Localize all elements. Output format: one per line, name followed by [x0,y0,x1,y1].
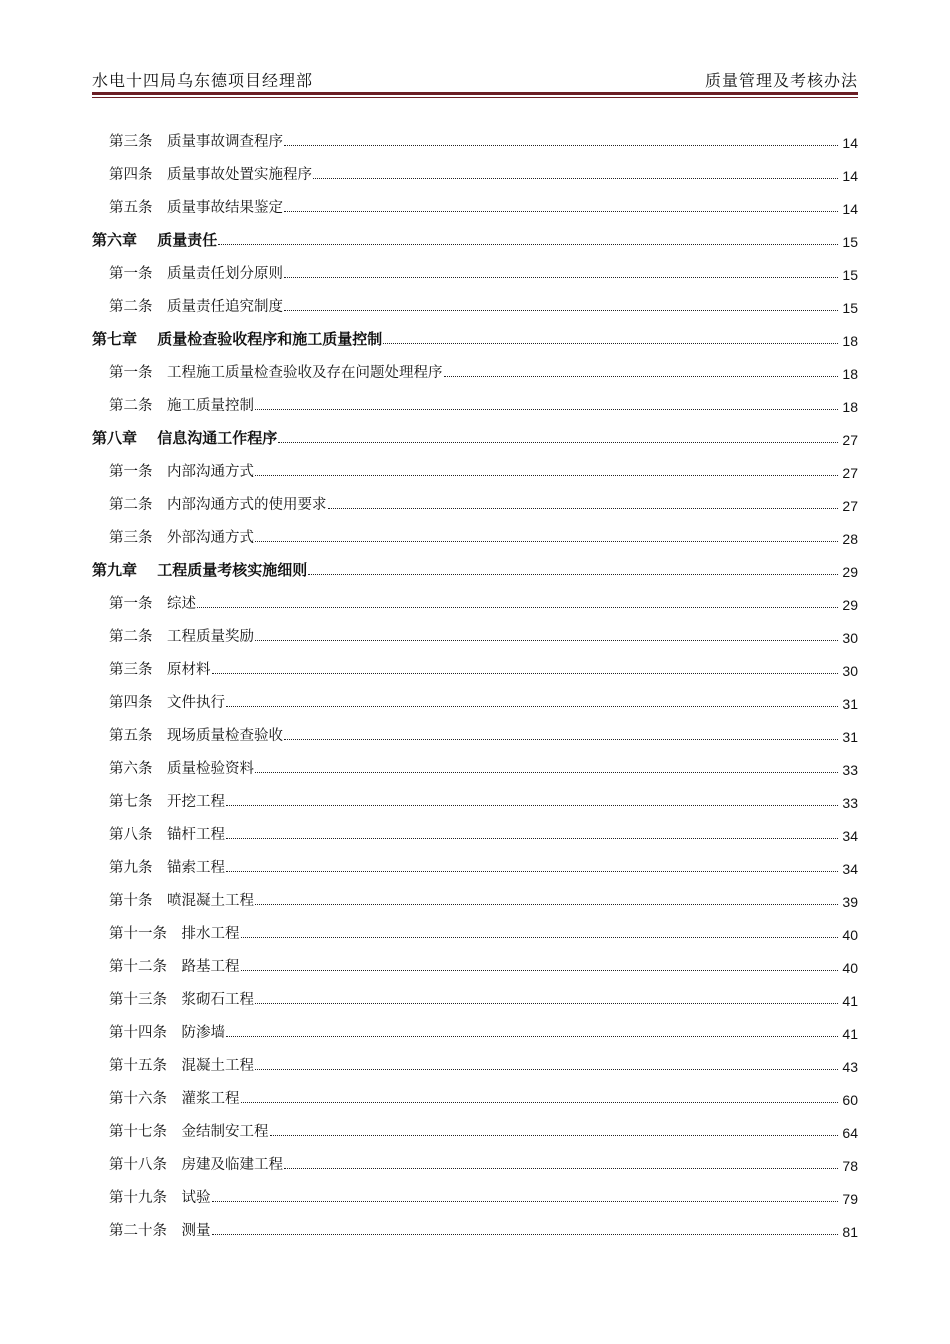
toc-article-entry[interactable] [92,580,858,613]
toc-entry-title: 现场质量检查验收 [167,728,283,744]
toc-entry-title: 文件执行 [167,695,225,711]
header-document-title: 质量管理及考核办法 [704,71,858,90]
dot-leader [284,309,838,311]
toc-page-number: 29 [842,597,858,613]
dot-leader [226,837,838,839]
toc-page-number: 14 [842,201,858,217]
toc-entry-title: 质量责任划分原则 [167,266,283,282]
toc-entry-number: 第十三条 [109,992,167,1008]
toc-entry-title: 锚索工程 [167,860,225,876]
toc-entry-title: 路基工程 [181,959,240,975]
dot-leader [212,1200,839,1202]
dot-leader [241,936,839,938]
toc-page-number: 78 [842,1158,858,1174]
dot-leader [255,771,838,773]
toc-entry-label [109,1021,225,1042]
toc-entry-title: 外部沟通方式 [167,530,254,546]
toc-page-number: 31 [842,696,858,712]
toc-entry-label [109,823,225,844]
toc-article-entry[interactable] [92,250,858,283]
toc-article-entry[interactable] [92,349,858,382]
toc-page-number: 14 [842,135,858,151]
toc-page-number: 29 [842,564,858,580]
toc-entry-number: 第一条 [109,464,153,480]
toc-entry-title: 排水工程 [181,926,240,942]
toc-article-entry[interactable] [92,514,858,547]
dot-leader [308,573,838,575]
toc-page-number: 18 [842,366,858,382]
toc-article-entry[interactable] [92,877,858,910]
toc-entry-number: 第五条 [109,728,153,744]
dot-leader [255,540,838,542]
toc-entry-label [109,955,240,976]
dot-leader [197,606,838,608]
toc-entry-title: 灌浆工程 [181,1091,240,1107]
toc-entry-title: 锚杆工程 [167,827,225,843]
toc-chapter-entry[interactable] [92,217,858,250]
toc-entry-label [109,361,443,382]
toc-entry-title: 内部沟通方式的使用要求 [167,497,327,513]
dot-leader [278,441,838,443]
toc-entry-label [109,460,254,481]
toc-entry-title: 混凝土工程 [181,1058,254,1074]
toc-page-number: 15 [842,300,858,316]
toc-entry-title: 工程质量奖励 [167,629,254,645]
toc-entry-label [109,1219,211,1240]
toc-entry-number: 第十五条 [109,1058,167,1074]
toc-entry-label [109,691,225,712]
toc-entry-number: 第十二条 [109,959,167,975]
toc-entry-title: 质量事故调查程序 [167,134,283,150]
toc-page-number: 33 [842,795,858,811]
toc-page-number: 43 [842,1059,858,1075]
toc-entry-title: 综述 [167,596,196,612]
toc-page-number: 27 [842,465,858,481]
toc-entry-number: 第二十条 [109,1223,167,1239]
dot-leader [255,639,838,641]
toc-article-entry[interactable] [92,118,858,151]
toc-entry-label [109,394,254,415]
toc-entry-title: 防渗墙 [181,1025,225,1041]
dot-leader [226,1035,838,1037]
toc-entry-label [92,559,307,580]
toc-entry-label [109,196,283,217]
toc-article-entry[interactable] [92,448,858,481]
toc-page-number: 41 [842,993,858,1009]
toc-entry-label [109,757,254,778]
toc-page-number: 27 [842,498,858,514]
dot-leader [241,969,839,971]
toc-page-number: 18 [842,399,858,415]
toc-entry-label [109,856,225,877]
toc-entry-number: 第八章 [92,429,138,447]
toc-entry-number: 第一条 [109,266,153,282]
dot-leader [226,870,838,872]
toc-entry-title: 开挖工程 [167,794,225,810]
toc-entry-title: 内部沟通方式 [167,464,254,480]
dot-leader [255,1068,838,1070]
toc-entry-number: 第九条 [109,860,153,876]
dot-leader [218,243,838,245]
dot-leader [284,1167,838,1169]
toc-entry-label [92,427,277,448]
toc-page-number: 40 [842,927,858,943]
toc-entry-label [109,526,254,547]
toc-entry-label [109,790,225,811]
toc-entry-title: 信息沟通工作程序 [157,429,278,447]
header-rule-thick [92,92,858,95]
toc-article-entry[interactable] [92,613,858,646]
dot-leader [212,1233,839,1235]
header-organization: 水电十四局乌东德项目经理部 [92,71,314,90]
dot-leader [284,210,838,212]
toc-article-entry[interactable] [92,283,858,316]
toc-entry-label [109,1054,254,1075]
toc-entry-title: 喷混凝土工程 [167,893,254,909]
toc-entry-title: 工程施工质量检查验收及存在问题处理程序 [167,365,443,381]
toc-entry-number: 第二条 [109,299,153,315]
toc-entry-title: 质量责任 [157,231,218,249]
toc-article-entry[interactable] [92,1108,858,1141]
toc-entry-number: 第六条 [109,761,153,777]
toc-page-number: 39 [842,894,858,910]
header-rule-thin [92,97,858,98]
toc-page-number: 15 [842,234,858,250]
toc-entry-number: 第四条 [109,167,153,183]
toc-entry-label [109,1120,269,1141]
toc-article-entry[interactable] [92,679,858,712]
toc-entry-label [109,658,211,679]
dot-leader [313,177,838,179]
toc-article-entry[interactable] [92,646,858,679]
toc-entry-number: 第十条 [109,893,153,909]
toc-entry-number: 第七章 [92,330,138,348]
toc-page-number: 33 [842,762,858,778]
toc-entry-label [109,493,327,514]
toc-page-number: 81 [842,1224,858,1240]
toc-article-entry[interactable] [92,712,858,745]
dot-leader [284,144,838,146]
dot-leader [255,474,838,476]
toc-chapter-entry[interactable] [92,415,858,448]
toc-entry-label [109,625,254,646]
dot-leader [255,408,838,410]
toc-entry-title: 浆砌石工程 [181,992,254,1008]
toc-page-number: 27 [842,432,858,448]
toc-entry-number: 第八条 [109,827,153,843]
toc-page-number: 30 [842,630,858,646]
toc-page-number: 31 [842,729,858,745]
toc-entry-title: 金结制安工程 [181,1124,269,1140]
toc-entry-title: 工程质量考核实施细则 [157,561,308,579]
toc-entry-number: 第三条 [109,134,153,150]
toc-entry-number: 第六章 [92,231,138,249]
toc-entry-label [109,163,312,184]
toc-chapter-entry[interactable] [92,316,858,349]
dot-leader [284,738,838,740]
dot-leader [226,705,838,707]
toc-entry-number: 第十一条 [109,926,167,942]
table-of-contents [92,118,858,1240]
toc-article-entry[interactable] [92,481,858,514]
page-header [92,64,858,92]
toc-entry-title: 质量检查验收程序和施工质量控制 [157,330,383,348]
toc-article-entry[interactable] [92,1174,858,1207]
toc-page-number: 30 [842,663,858,679]
toc-page-number: 15 [842,267,858,283]
toc-entry-number: 第一条 [109,596,153,612]
toc-article-entry[interactable] [92,184,858,217]
toc-entry-number: 第五条 [109,200,153,216]
toc-entry-title: 原材料 [167,662,211,678]
toc-entry-number: 第九章 [92,561,138,579]
toc-entry-title: 试验 [181,1190,211,1206]
toc-article-entry[interactable] [92,1141,858,1174]
toc-entry-number: 第十六条 [109,1091,167,1107]
toc-entry-label [109,922,240,943]
dot-leader [255,1002,838,1004]
toc-page-number: 14 [842,168,858,184]
toc-entry-title: 质量责任追究制度 [167,299,283,315]
dot-leader [270,1134,839,1136]
toc-page-number: 79 [842,1191,858,1207]
dot-leader [328,507,839,509]
dot-leader [383,342,838,344]
toc-entry-label [109,130,283,151]
toc-entry-number: 第一条 [109,365,153,381]
toc-entry-label [109,1153,283,1174]
toc-entry-title: 房建及临建工程 [181,1157,283,1173]
toc-entry-title: 质量事故处置实施程序 [167,167,312,183]
toc-article-entry[interactable] [92,151,858,184]
toc-entry-label [92,328,382,349]
toc-entry-number: 第三条 [109,662,153,678]
toc-entry-label [109,1087,240,1108]
toc-article-entry[interactable] [92,1075,858,1108]
toc-entry-number: 第十九条 [109,1190,167,1206]
dot-leader [284,276,838,278]
toc-entry-title: 质量事故结果鉴定 [167,200,283,216]
toc-entry-number: 第十七条 [109,1124,167,1140]
toc-article-entry[interactable] [92,811,858,844]
toc-article-entry[interactable] [92,910,858,943]
toc-entry-label [109,889,254,910]
toc-entry-number: 第二条 [109,629,153,645]
toc-entry-label [109,262,283,283]
dot-leader [255,903,838,905]
toc-page-number: 41 [842,1026,858,1042]
toc-page-number: 18 [842,333,858,349]
toc-article-entry[interactable] [92,1042,858,1075]
toc-entry-number: 第三条 [109,530,153,546]
toc-chapter-entry[interactable] [92,547,858,580]
toc-entry-label [109,724,283,745]
toc-entry-title: 质量检验资料 [167,761,254,777]
toc-entry-label [92,229,217,250]
toc-page-number: 34 [842,828,858,844]
toc-entry-label [109,988,254,1009]
toc-article-entry[interactable] [92,382,858,415]
toc-entry-label [109,1186,211,1207]
toc-page-number: 28 [842,531,858,547]
toc-article-entry[interactable] [92,943,858,976]
toc-article-entry[interactable] [92,1009,858,1042]
dot-leader [241,1101,839,1103]
toc-page-number: 34 [842,861,858,877]
dot-leader [444,375,839,377]
toc-page-number: 64 [842,1125,858,1141]
toc-article-entry[interactable] [92,1207,858,1240]
toc-article-entry[interactable] [92,976,858,1009]
toc-page-number: 40 [842,960,858,976]
toc-entry-number: 第二条 [109,497,153,513]
toc-page-number: 60 [842,1092,858,1108]
toc-entry-number: 第十八条 [109,1157,167,1173]
toc-entry-number: 第四条 [109,695,153,711]
toc-article-entry[interactable] [92,778,858,811]
toc-article-entry[interactable] [92,844,858,877]
toc-entry-title: 施工质量控制 [167,398,254,414]
toc-entry-title: 测量 [181,1223,211,1239]
toc-entry-label [109,295,283,316]
toc-entry-number: 第二条 [109,398,153,414]
dot-leader [212,672,839,674]
toc-entry-label [109,592,196,613]
toc-entry-number: 第七条 [109,794,153,810]
toc-article-entry[interactable] [92,745,858,778]
dot-leader [226,804,838,806]
toc-entry-number: 第十四条 [109,1025,167,1041]
